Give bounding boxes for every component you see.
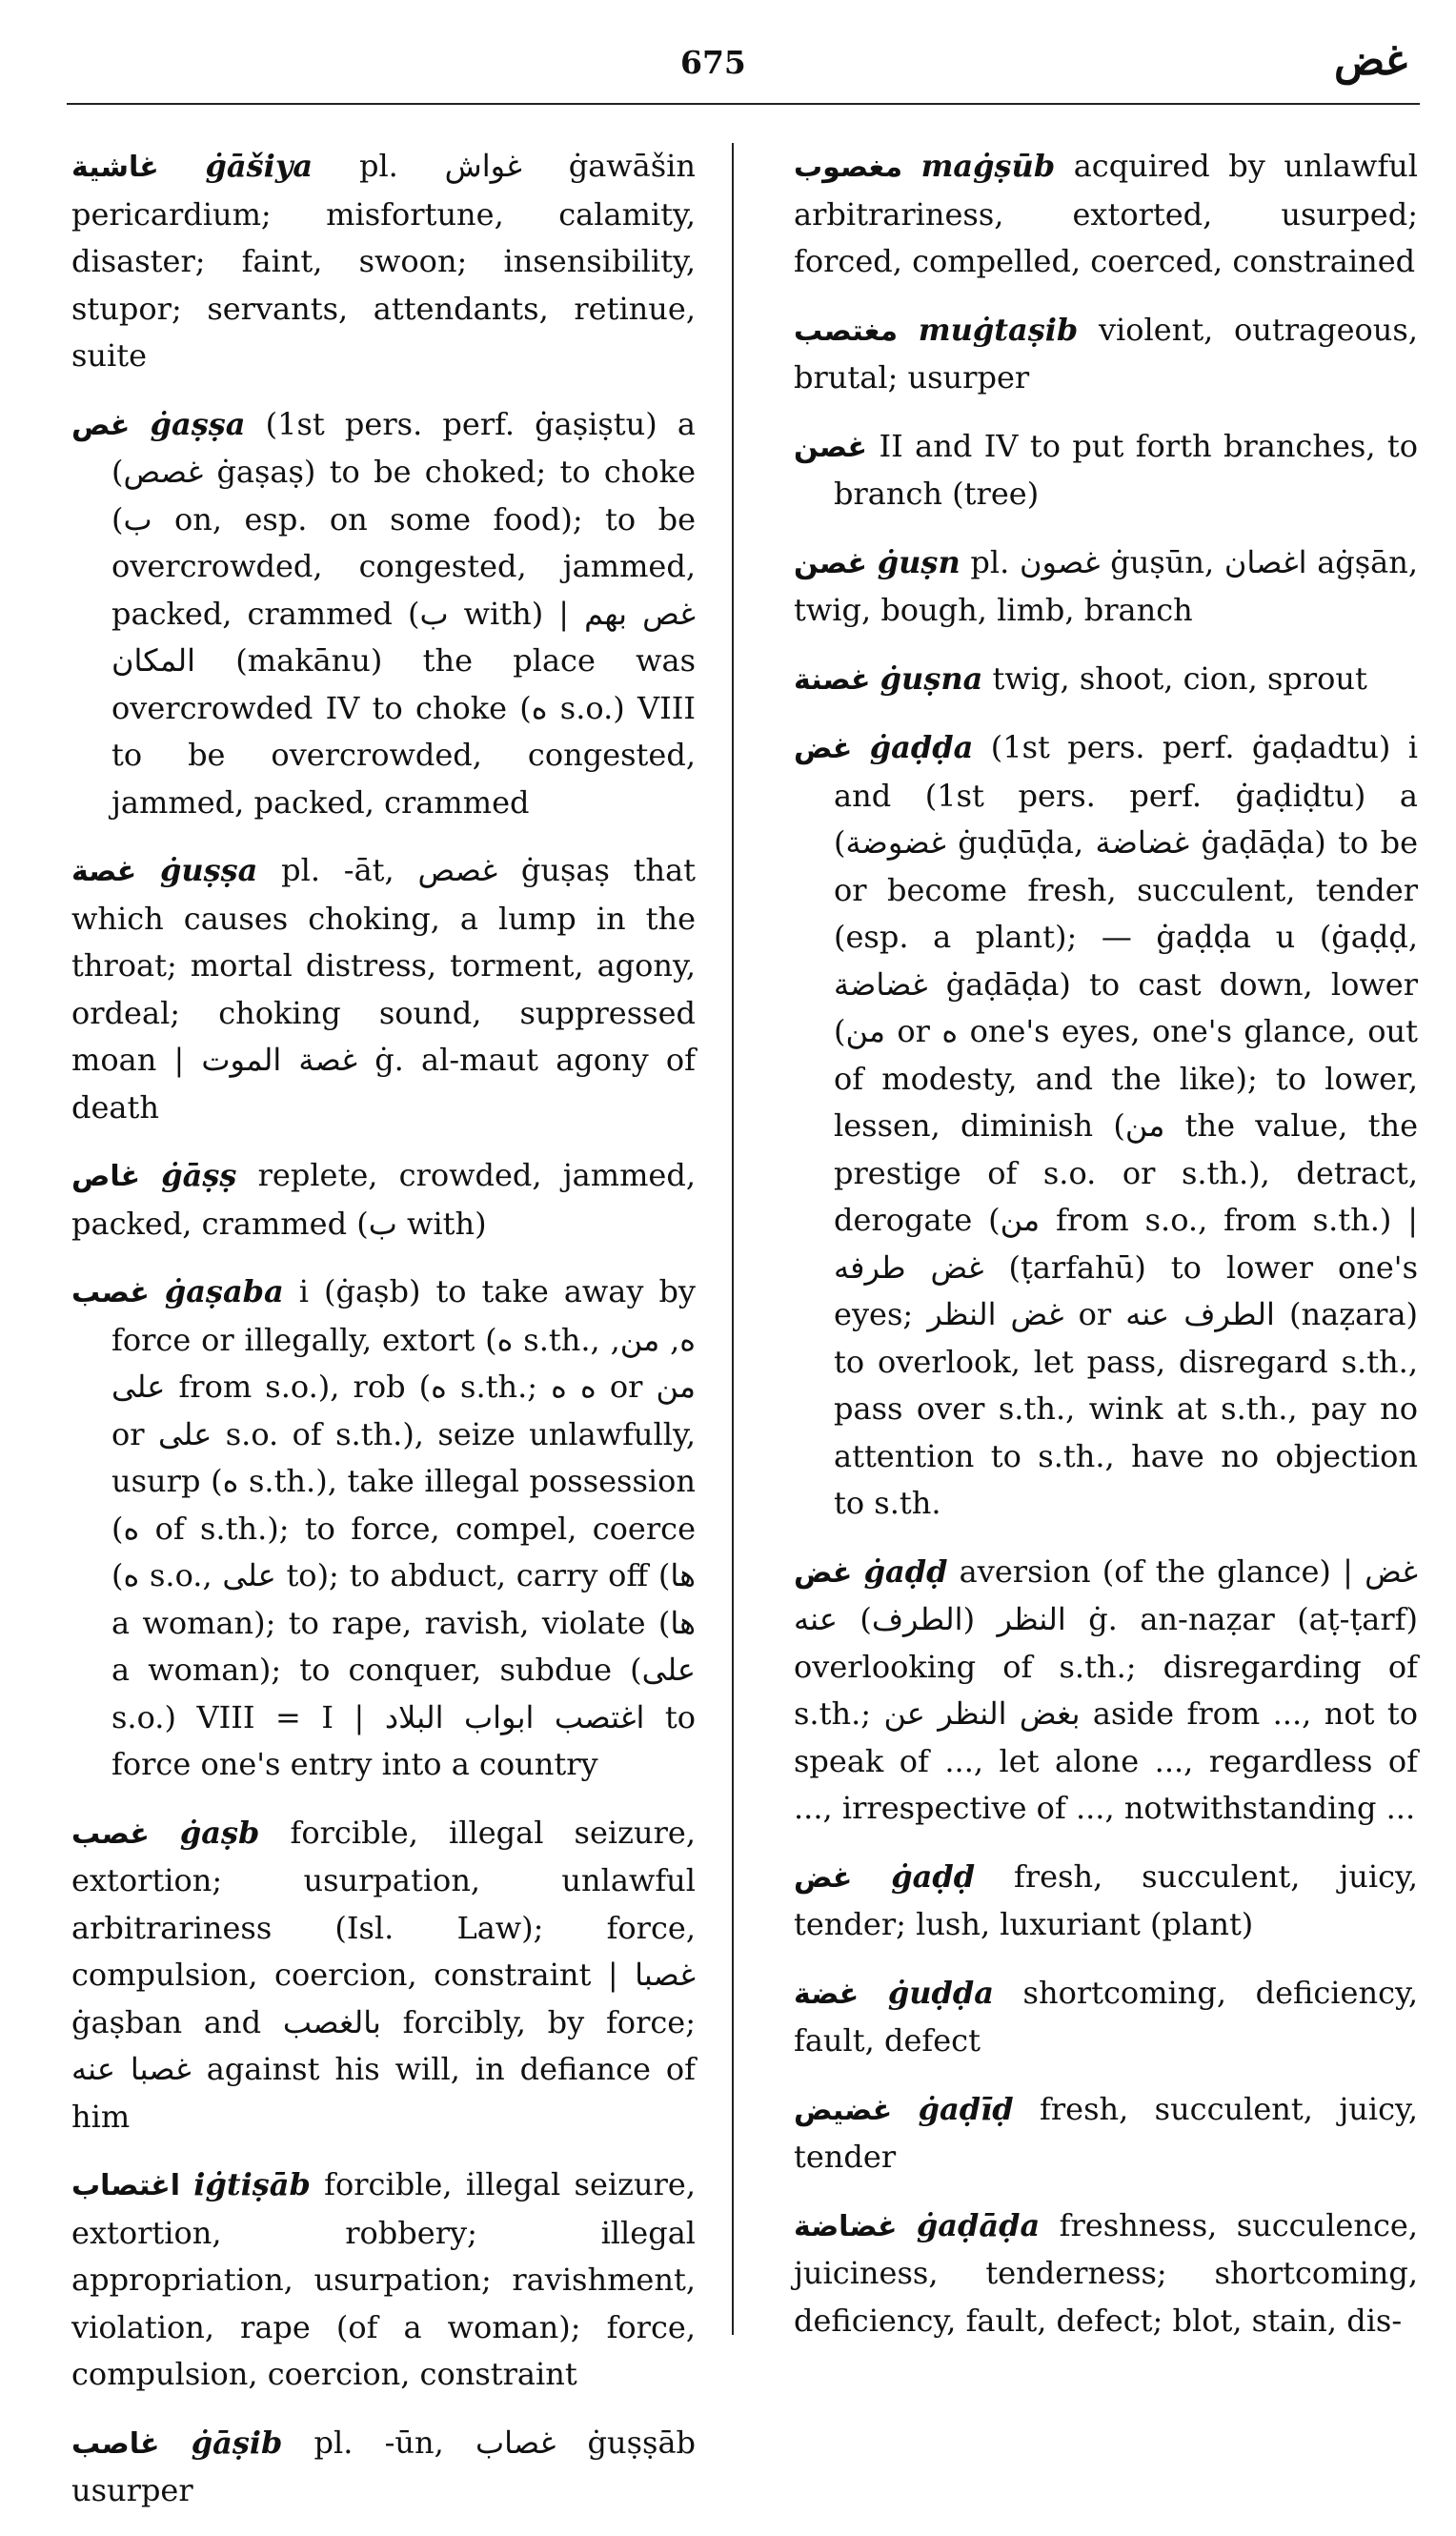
- arabic-headword: غضاضة: [794, 2209, 898, 2243]
- definition-text: pl. غصون ġuṣūn, اغصان aġṣān, twig, bough, limb, branch: [794, 543, 1419, 628]
- dictionary-entry: [71, 2161, 696, 2399]
- dictionary-entry: [794, 2086, 1418, 2181]
- header-rule: [67, 103, 1420, 105]
- arabic-headword: اغتصاب: [71, 2169, 180, 2202]
- running-head: غض: [1334, 36, 1407, 85]
- dictionary-entry: [794, 724, 1418, 1528]
- dictionary-entry: [794, 307, 1418, 402]
- dictionary-entry: [71, 1152, 696, 1248]
- dictionary-entry: [71, 1268, 696, 1789]
- arabic-headword: غض: [794, 732, 853, 765]
- left-column: [71, 143, 696, 2536]
- dictionary-entry: [71, 847, 696, 1131]
- transliteration: iġtiṣāb: [193, 2166, 311, 2202]
- definition-text: fresh, succulent, juicy, tender: [794, 2090, 1419, 2175]
- dictionary-entry: [71, 143, 696, 380]
- arabic-headword: مغتصب: [794, 314, 899, 348]
- transliteration: maġṣūb: [920, 148, 1056, 184]
- definition-text: II and IV to put forth branches, to branch (tree): [834, 427, 1418, 512]
- transliteration: ġuṣṣa: [160, 852, 258, 888]
- arabic-headword: غصن: [794, 430, 868, 464]
- transliteration: ġaḍḍ: [863, 1552, 948, 1590]
- definition-text: acquired by unlawful arbitrariness, extorted, usurped; forced, compelled, coerced, constrained: [794, 148, 1418, 279]
- dictionary-entry: [794, 1549, 1418, 1833]
- definition-text: (1st pers. perf. ġaṣiṣtu) a (غصص ġaṣaṣ) to be choked; to choke (ب on, esp. on some food); to be overcrowded, congested, jammed, packed, crammed (ب with) | غص بهم المكان (makānu) the place was overcrowded IV to choke (ه s.o.) VIII to be overcrowded, congested, jammed, packed, crammed: [111, 405, 697, 821]
- dictionary-entry: [71, 401, 696, 827]
- transliteration: ġaṣb: [179, 1814, 260, 1851]
- page-header: [0, 0, 1456, 105]
- page-number: 675: [680, 44, 746, 81]
- definition-text: aversion (of the glance) | غض النظر (الطرف) عنه ġ. an-naẓar (aṭ-ṭarf) overlooking of s.th.; disregarding of s.th.; بغض النظر عن aside from ..., not to speak of ..., let alone ..., regardless of ..., irrespective of ..., notwithstanding ...: [794, 1552, 1419, 1826]
- transliteration: ġaṣṣa: [150, 405, 246, 442]
- transliteration: ġaḍāḍa: [916, 2206, 1041, 2243]
- dictionary-entry: [794, 2202, 1418, 2345]
- transliteration: ġaḍḍ: [891, 1857, 976, 1895]
- definition-text: fresh, succulent, juicy, tender; lush, luxuriant (plant): [794, 1857, 1419, 1942]
- dictionary-entry: [71, 1810, 696, 2141]
- transliteration: ġuḍḍa: [887, 1974, 994, 2011]
- arabic-headword: غصة: [71, 855, 137, 888]
- definition-text: forcible, illegal seizure, extortion; usurpation, unlawful arbitrariness (Isl. Law); force, compulsion, coercion, constraint | غصبا ġaṣban and بالغصب forcibly, by force; غصبا عنه against his will, in defiance of him: [71, 1814, 697, 2135]
- transliteration: ġāṣṣ: [161, 1157, 237, 1193]
- arabic-headword: غاصب: [71, 2426, 160, 2461]
- arabic-headword: غاشية: [71, 151, 159, 184]
- arabic-headword: غاص: [71, 1160, 141, 1193]
- definition-text: pl. غواش ġawāšin pericardium; misfortune, calamity, disaster; faint, swoon; insensibility, stupor; servants, attendants, retinue, suite: [71, 148, 697, 374]
- arabic-headword: غضة: [794, 1977, 859, 2011]
- definition-text: pl. -āt, غصص ġuṣaṣ that which causes choking, a lump in the throat; mortal distress, torment, agony, ordeal; choking sound, suppressed moan | غصة الموت ġ. al-maut agony of death: [71, 852, 697, 1126]
- transliteration: ġaṣaba: [164, 1273, 284, 1309]
- transliteration: ġāṣib: [191, 2424, 283, 2461]
- arabic-headword: مغصوب: [794, 151, 903, 184]
- definition-text: replete, crowded, jammed, packed, crammed (ب with): [71, 1157, 697, 1242]
- definition-text: twig, shoot, cion, sprout: [982, 659, 1367, 697]
- arabic-headword: غضيض: [794, 2093, 893, 2127]
- definition-text: violent, outrageous, brutal; usurper: [794, 311, 1418, 396]
- arabic-headword: غصب: [71, 1276, 150, 1309]
- definition-text: freshness, succulence, juiciness, tenderness; shortcoming, deficiency, fault, defect; blot, stain, dis-: [794, 2206, 1419, 2339]
- arabic-headword: غصن: [794, 546, 868, 580]
- dictionary-entry: [794, 1854, 1418, 1949]
- dictionary-entry: [71, 2420, 696, 2515]
- dictionary-entry: [794, 539, 1418, 635]
- arabic-headword: غض: [794, 1555, 853, 1590]
- dictionary-entry: [794, 143, 1418, 286]
- transliteration: ġaḍīḍ: [918, 2090, 1014, 2127]
- transliteration: ġuṣn: [877, 543, 961, 580]
- right-column: [794, 143, 1418, 2365]
- transliteration: muġtaṣib: [918, 311, 1079, 348]
- dictionary-entry: [794, 1970, 1418, 2065]
- definition-text: (1st pers. perf. ġaḍadtu) i and (1st pers. perf. ġaḍiḍtu) a (غضوضة ġuḍūḍa, غضاضة ġaḍāḍa) to be or become fresh, succulent, tender (esp. a plant); — ġaḍḍa u (ġaḍḍ, غضاضة ġaḍāḍa) to cast down, lower (من or ه one's eyes, one's glance, out of modesty, and the like); to lower, lessen, diminish (من the value, the prestige of s.o. or s.th.), detract, derogate (من from s.o., from s.th.) | غض طرفه (ṭarfahū) to lower one's eyes; غض النظر or الطرف عنه (naẓara) to overlook, let pass, disregard s.th., pass over s.th., wink at s.th., pay no attention to s.th., have no objection to s.th.: [834, 729, 1419, 1521]
- arabic-headword: غصنة: [794, 662, 871, 697]
- arabic-headword: غض: [794, 1860, 853, 1895]
- definition-text: forcible, illegal seizure, extortion, robbery; illegal appropriation, usurpation; ravishment, violation, rape (of a woman); force, compulsion, coercion, constraint: [71, 2166, 697, 2392]
- transliteration: ġaḍḍa: [869, 729, 974, 765]
- definition-text: pl. -ūn, غصاب ġuṣṣāb usurper: [71, 2424, 697, 2508]
- dictionary-entry: [794, 656, 1418, 704]
- transliteration: ġāšiya: [205, 148, 313, 184]
- arabic-headword: غص: [71, 408, 131, 442]
- transliteration: ġuṣna: [880, 659, 983, 697]
- definition-text: i (ġaṣb) to take away by force or illegally, extort (ه s.th., ه, من, على from s.o.), rob (ه s.th.; ه ه or من or على s.o. of s.th.), seize unlawfully, usurp (ه s.th.), take illegal possession (ه of s.th.); to force, compel, coerce (ه s.o., على to); to abduct, carry off (ها a woman); to rape, ravish, violate (ها a woman); to conquer, subdue (على s.o.) VIII = I | اغتصب ابواب البلاد to force one's entry into a country: [111, 1273, 697, 1782]
- definition-text: shortcoming, deficiency, fault, defect: [794, 1974, 1419, 2059]
- dictionary-entry: [794, 423, 1418, 518]
- column-divider: [732, 143, 734, 2335]
- arabic-headword: غصب: [71, 1816, 150, 1851]
